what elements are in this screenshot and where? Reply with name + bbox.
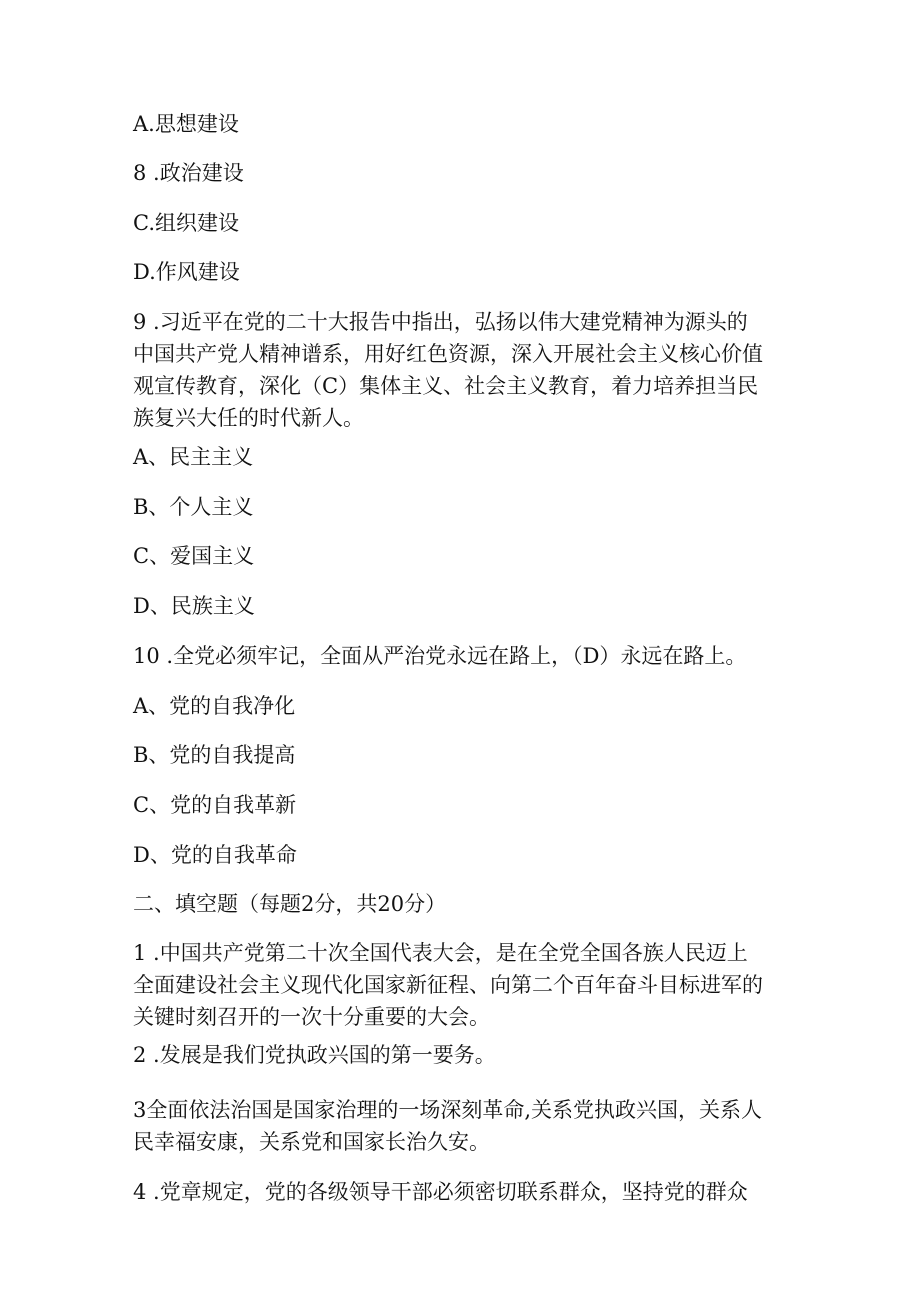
fill1-line: 关键时刻召开的一次十分重要的大会。: [133, 1005, 490, 1029]
q9-line: 中国共产党人精神谱系，用好红色资源，深入开展社会主义核心价值: [133, 342, 763, 366]
q10-question: 10 .全党必须牢记，全面从严治党永远在路上，（D）永远在路上。: [133, 644, 747, 668]
fill-question-4: [133, 1176, 793, 1208]
fill-question-1: [133, 937, 793, 1033]
fill-question-2: 2 .发展是我们党执政兴国的第一要务。: [133, 1043, 496, 1067]
fill3-line: 3全面依法治国是国家治理的一场深刻革命,关系党执政兴国，关系人: [133, 1098, 763, 1122]
q8-option-c: C.组织建设: [133, 211, 239, 235]
q9-line: 族复兴大任的时代新人。: [133, 406, 364, 430]
q9-option-c: C、爱国主义: [133, 544, 255, 568]
q9-option-b: B、个人主义: [133, 495, 254, 519]
fill3-line: 民幸福安康，关系党和国家长治久安。: [133, 1130, 490, 1154]
q10-option-d: D、党的自我革命: [133, 843, 297, 867]
section-heading: 二、填空题（每题2分，共20分）: [133, 892, 447, 916]
q10-option-c: C、党的自我革新: [133, 793, 297, 817]
q8-option-b: 8 .政治建设: [133, 161, 244, 185]
q9-line: 观宣传教育，深化（C）集体主义、社会主义教育，着力培养担当民: [133, 374, 759, 398]
q9-line: 9 .习近平在党的二十大报告中指出，弘扬以伟大建党精神为源头的: [133, 310, 748, 334]
q9-question: [133, 306, 793, 434]
fill4-line: 4 .党章规定，党的各级领导干部必须密切联系群众，坚持党的群众: [133, 1180, 748, 1204]
q10-option-a: A、党的自我净化: [133, 694, 296, 718]
q9-option-a: A、民主主义: [133, 445, 254, 469]
q8-option-a: A.思想建设: [133, 112, 239, 136]
q8-option-d: D.作风建设: [133, 260, 240, 284]
fill1-line: 全面建设社会主义现代化国家新征程、向第二个百年奋斗目标进军的: [133, 973, 763, 997]
q10-option-b: B、党的自我提高: [133, 743, 296, 767]
fill1-line: 1 .中国共产党第二十次全国代表大会，是在全党全国各族人民迈上: [133, 941, 748, 965]
q9-option-d: D、民族主义: [133, 594, 255, 618]
fill-question-3: [133, 1094, 793, 1158]
